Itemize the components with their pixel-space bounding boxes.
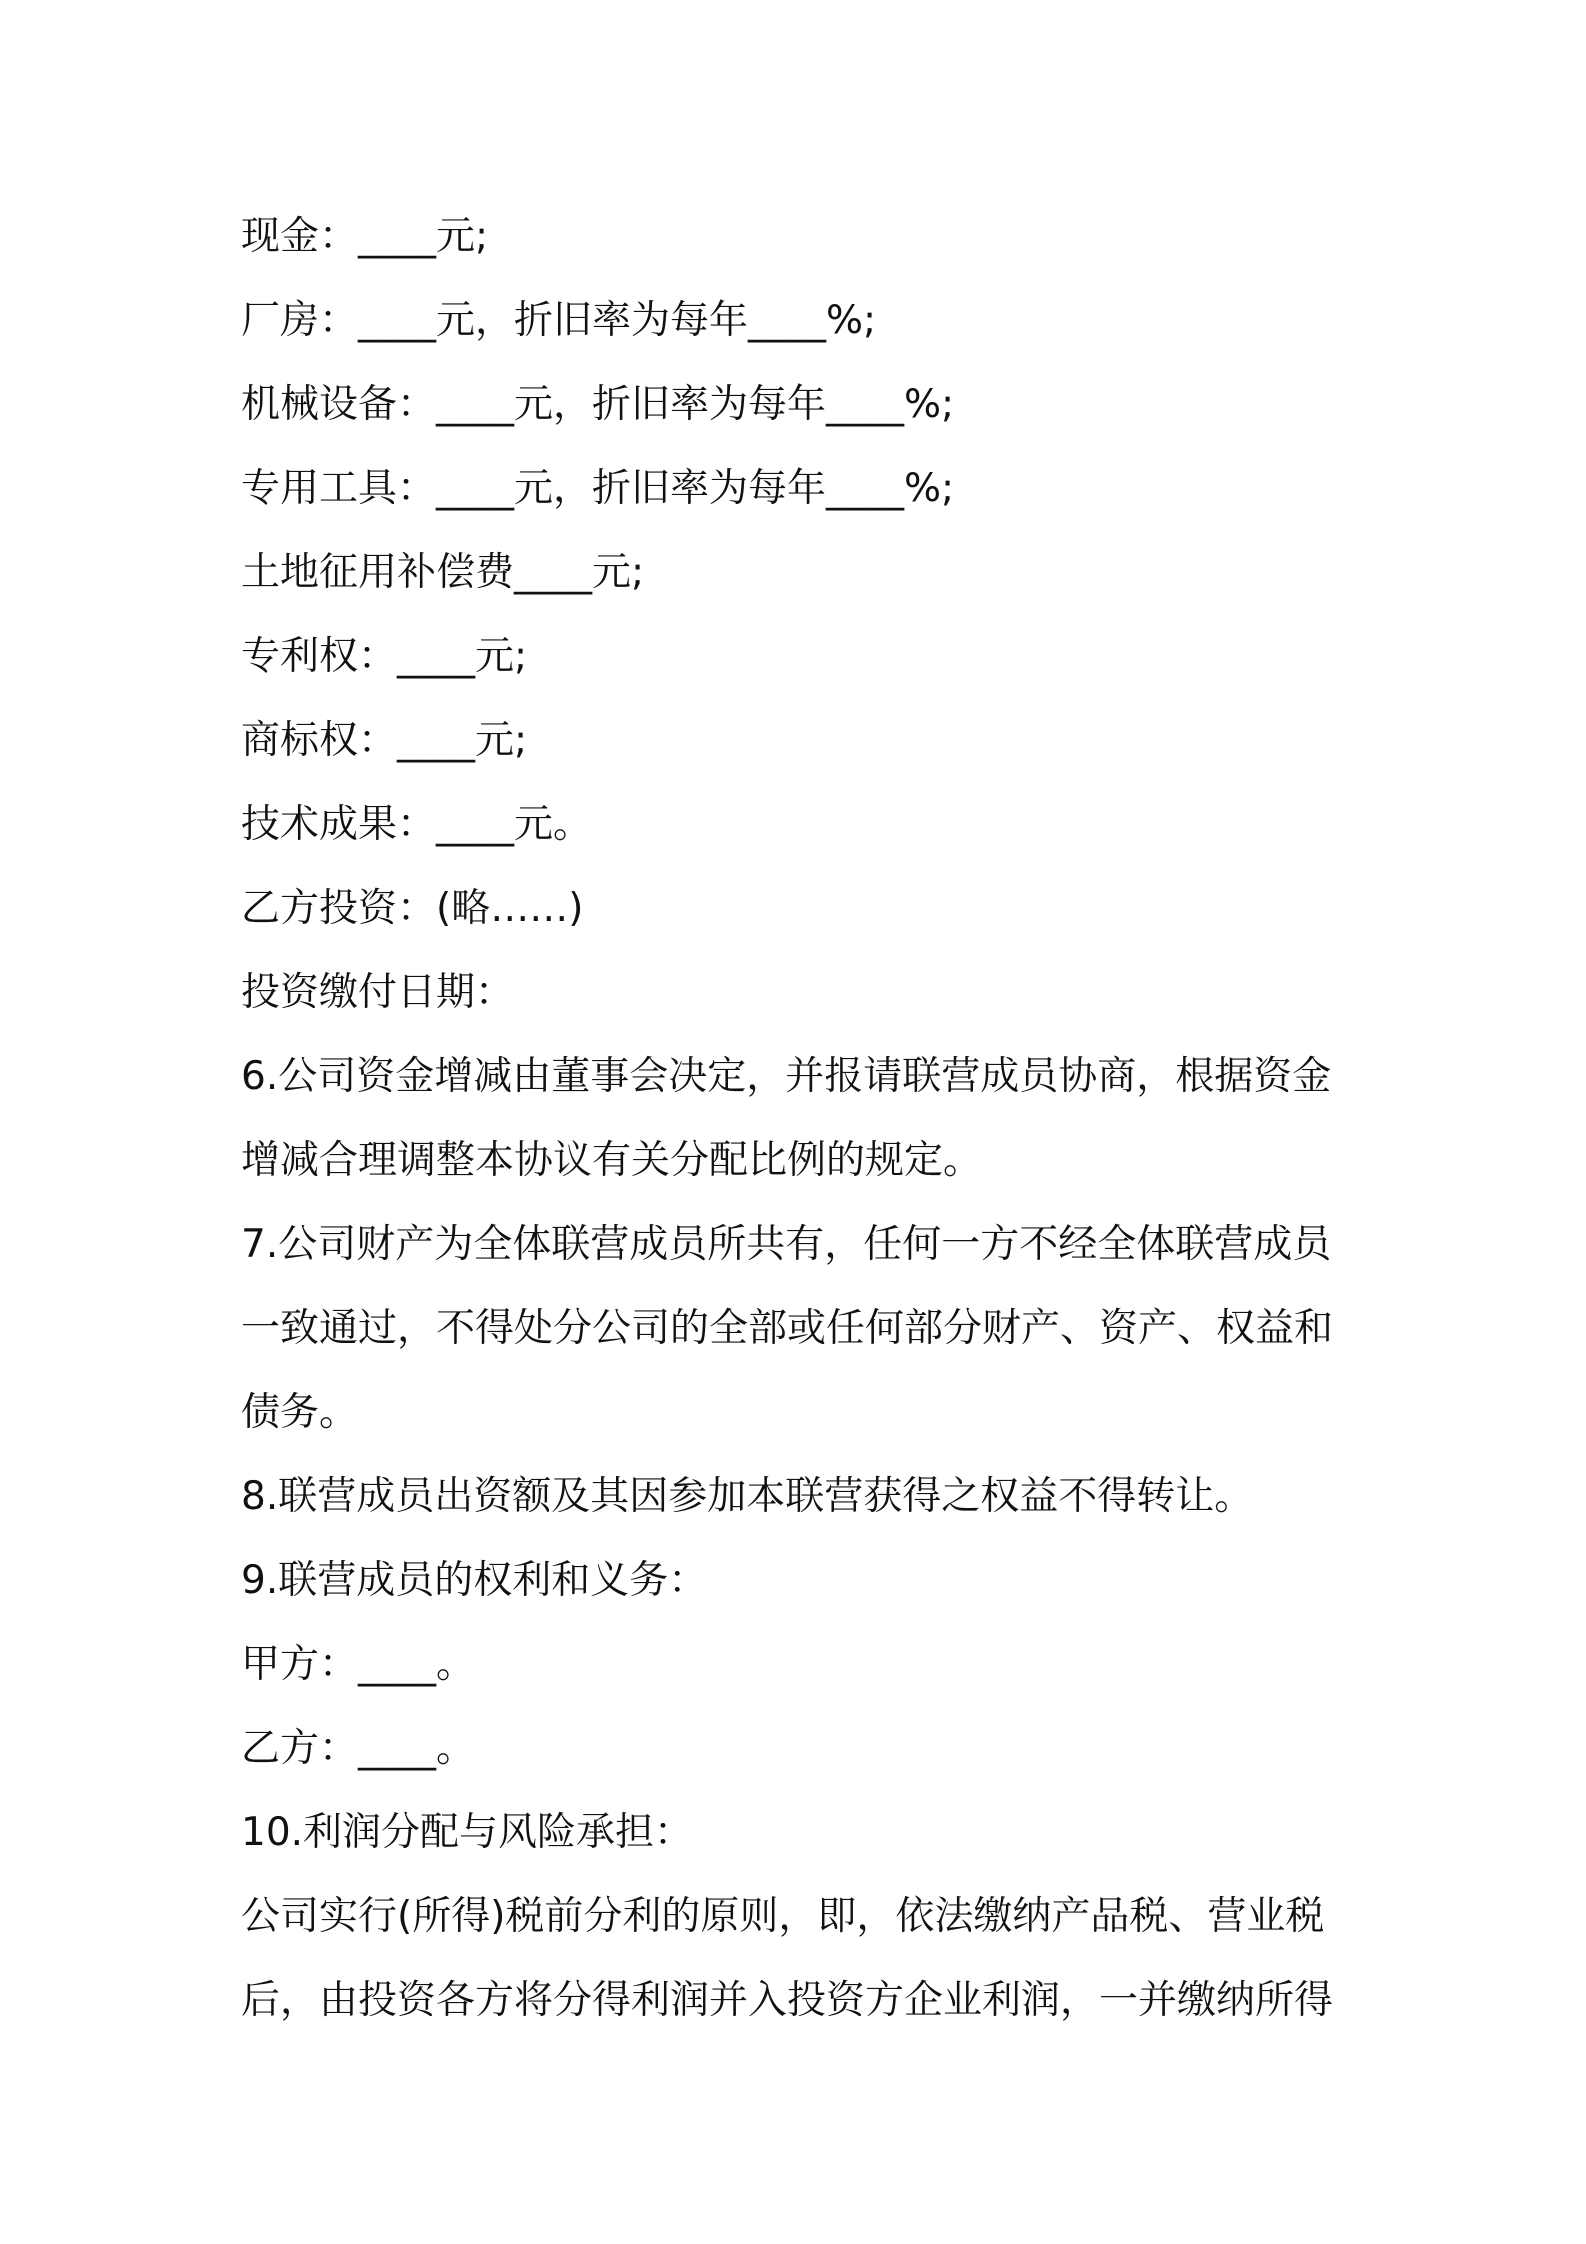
line-trademark: 商标权：____元; bbox=[241, 718, 528, 763]
clause-6-line-2: 增减合理调整本协议有关分配比例的规定。 bbox=[241, 1138, 983, 1183]
line-land-compensation: 土地征用补偿费____元; bbox=[241, 550, 645, 595]
clause-7-line-3: 债务。 bbox=[241, 1390, 359, 1435]
clause-7-line-2: 一致通过，不得处分公司的全部或任何部分财产、资产、权益和 bbox=[241, 1306, 1334, 1351]
line-machinery: 机械设备：____元，折旧率为每年____%; bbox=[241, 382, 955, 427]
line-payment-date: 投资缴付日期： bbox=[241, 970, 515, 1015]
line-party-b: 乙方：____。 bbox=[241, 1726, 476, 1771]
line-technology: 技术成果：____元。 bbox=[241, 802, 593, 847]
clause-10-text-line-1: 公司实行(所得)税前分利的原则，即，依法缴纳产品税、营业税 bbox=[241, 1894, 1325, 1939]
line-party-b-investment: 乙方投资：(略……) bbox=[241, 886, 584, 931]
clause-10-text-line-2: 后，由投资各方将分得利润并入投资方企业利润，一并缴纳所得 bbox=[241, 1978, 1334, 2023]
line-special-tools: 专用工具：____元，折旧率为每年____%; bbox=[241, 466, 955, 511]
line-party-a: 甲方：____。 bbox=[241, 1642, 476, 1687]
clause-10-line-1: 10.利润分配与风险承担： bbox=[241, 1810, 694, 1855]
line-cash: 现金：____元; bbox=[241, 214, 489, 259]
line-factory: 厂房：____元，折旧率为每年____%; bbox=[241, 298, 877, 343]
line-patent: 专利权：____元; bbox=[241, 634, 528, 679]
clause-8-line-1: 8.联营成员出资额及其因参加本联营获得之权益不得转让。 bbox=[241, 1474, 1254, 1519]
clause-7-line-1: 7.公司财产为全体联营成员所共有，任何一方不经全体联营成员 bbox=[241, 1222, 1332, 1267]
document-body bbox=[241, 195, 1361, 2043]
clause-9-line-1: 9.联营成员的权利和义务： bbox=[241, 1558, 708, 1603]
clause-6-line-1: 6.公司资金增减由董事会决定，并报请联营成员协商，根据资金 bbox=[241, 1054, 1332, 1099]
